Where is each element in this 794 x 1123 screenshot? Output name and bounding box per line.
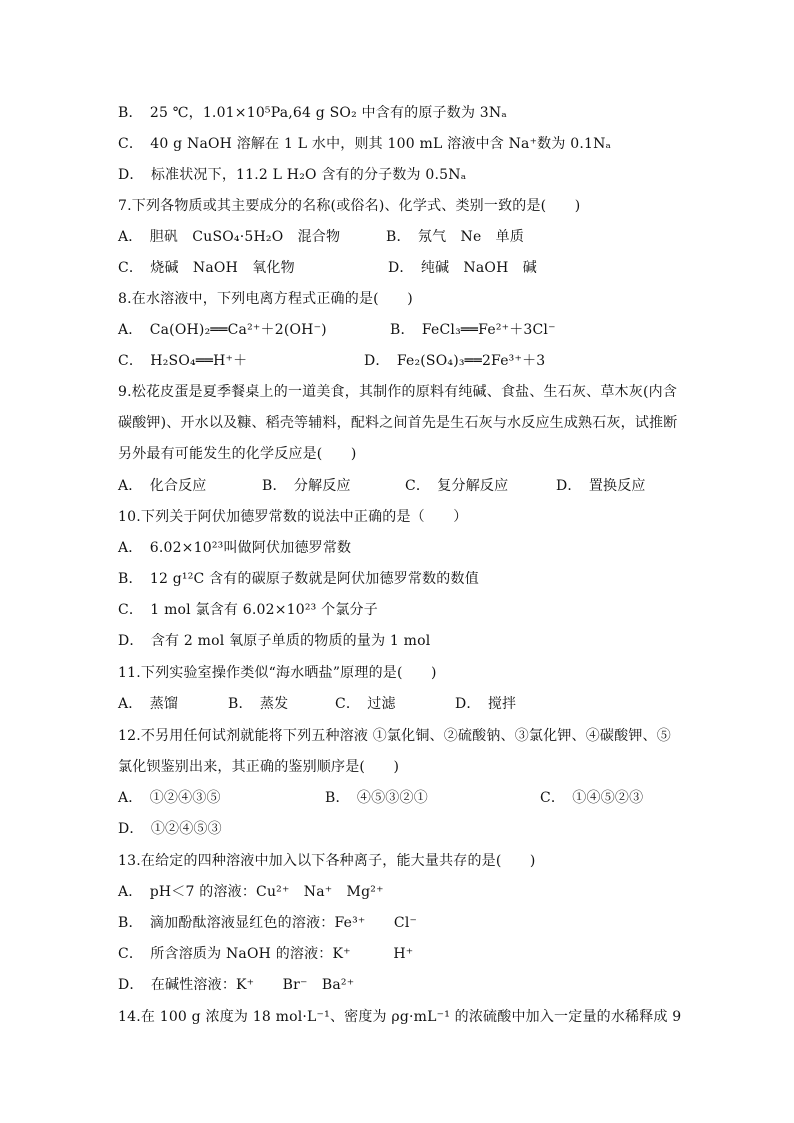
q8-option-c: C． H₂SO₄══H⁺＋ bbox=[118, 353, 248, 369]
q11-option-c: C． 过滤 bbox=[335, 696, 396, 712]
q6-option-b: B． 25 ℃，1.01×10⁵Pa,64 g SO₂ 中含有的原子数为 3Nₐ bbox=[118, 105, 507, 121]
q12-option-a: A． ①②④③⑤ bbox=[118, 790, 221, 806]
q7-option-d: D． 纯碱 NaOH 碱 bbox=[388, 260, 537, 276]
q8-option-a: A． Ca(OH)₂══Ca²⁺＋2(OH⁻) bbox=[118, 322, 327, 338]
q7-option-b: B． 氖气 Ne 单质 bbox=[386, 229, 525, 245]
question-12-line-1: 12.不另用任何试剂就能将下列五种溶液 ①氯化铜、②硫酸钠、③氯化钾、④碳酸钾、⑤ bbox=[118, 728, 671, 744]
q11-option-a: A． 蒸馏 bbox=[118, 696, 179, 712]
q7-option-a: A． 胆矾 CuSO₄·5H₂O 混合物 bbox=[118, 229, 341, 245]
q6-option-d: D． 标准状况下，11.2 L H₂O 含有的分子数为 0.5Nₐ bbox=[118, 167, 467, 183]
q9-option-d: D． 置换反应 bbox=[556, 478, 646, 494]
question-9-line-2: 碳酸钾)、开水以及糠、稻壳等辅料，配料之间首先是生石灰与水反应生成熟石灰，试推断 bbox=[118, 415, 678, 431]
question-7: 7.下列各物质或其主要成分的名称(或俗名)、化学式、类别一致的是( ) bbox=[118, 198, 581, 214]
q8-option-b: B． FeCl₃══Fe²⁺＋3Cl⁻ bbox=[390, 322, 556, 338]
q13-option-a: A． pH＜7 的溶液：Cu²⁺ Na⁺ Mg²⁺ bbox=[118, 884, 384, 900]
question-9-line-3: 另外最有可能发生的化学反应是( ) bbox=[118, 446, 357, 462]
q10-option-d: D． 含有 2 mol 氧原子单质的物质的量为 1 mol bbox=[118, 633, 431, 649]
q7-option-c: C． 烧碱 NaOH 氧化物 bbox=[118, 260, 295, 276]
q9-option-c: C． 复分解反应 bbox=[405, 478, 509, 494]
question-9-line-1: 9.松花皮蛋是夏季餐桌上的一道美食，其制作的原料有纯碱、食盐、生石灰、草木灰(内含 bbox=[118, 384, 678, 400]
q8-option-d: D． Fe₂(SO₄)₃══2Fe³⁺＋3 bbox=[364, 353, 546, 369]
question-14: 14.在 100 g 浓度为 18 mol·L⁻¹、密度为 ρg·mL⁻¹ 的浓硫酸中加入一定量的水稀释成 9 bbox=[118, 1009, 682, 1025]
q13-option-b: B． 滴加酚酞溶液显红色的溶液：Fe³⁺ Cl⁻ bbox=[118, 915, 418, 931]
question-8: 8.在水溶液中，下列电离方程式正确的是( ) bbox=[118, 291, 413, 307]
q11-option-b: B． 蒸发 bbox=[228, 696, 289, 712]
q11-option-d: D． 搅拌 bbox=[455, 696, 517, 712]
q6-option-c: C． 40 g NaOH 溶解在 1 L 水中，则其 100 mL 溶液中含 Na⁺数为 0.1Nₐ bbox=[118, 136, 612, 152]
q10-option-a: A． 6.02×10²³叫做阿伏加德罗常数 bbox=[118, 540, 352, 556]
question-12-line-2: 氯化钡鉴别出来，其正确的鉴别顺序是( ) bbox=[118, 759, 400, 775]
q10-option-b: B． 12 g¹²C 含有的碳原子数就是阿伏加德罗常数的数值 bbox=[118, 571, 479, 587]
q12-option-c: C． ①④⑤②③ bbox=[540, 790, 644, 806]
question-11: 11.下列实验室操作类似“海水晒盐”原理的是( ) bbox=[118, 665, 437, 681]
q10-option-c: C． 1 mol 氯含有 6.02×10²³ 个氯分子 bbox=[118, 602, 378, 618]
q9-option-a: A． 化合反应 bbox=[118, 478, 207, 494]
q13-option-d: D． 在碱性溶液：K⁺ Br⁻ Ba²⁺ bbox=[118, 977, 355, 993]
question-13: 13.在给定的四种溶液中加入以下各种离子，能大量共存的是( ) bbox=[118, 853, 536, 869]
q12-option-d: D． ①②④⑤③ bbox=[118, 821, 222, 837]
q9-option-b: B． 分解反应 bbox=[262, 478, 351, 494]
q12-option-b: B． ④⑤③②① bbox=[325, 790, 428, 806]
q13-option-c: C． 所含溶质为 NaOH 的溶液：K⁺ H⁺ bbox=[118, 946, 414, 962]
question-10: 10.下列关于阿伏加德罗常数的说法中正确的是（ ） bbox=[118, 509, 468, 525]
